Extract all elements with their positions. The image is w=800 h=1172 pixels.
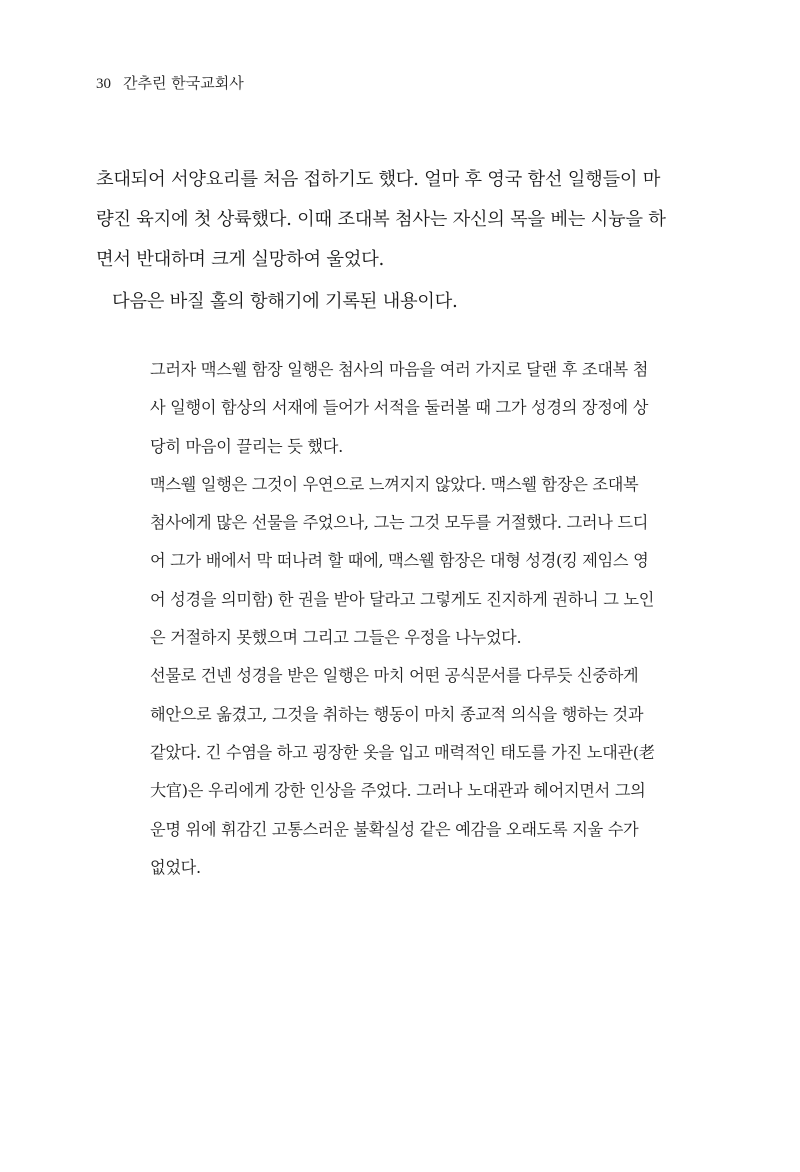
body-line: 면서 반대하며 크게 실망하여 울었다.: [96, 249, 384, 270]
quote-intro: 다음은 바질 홀의 항해기에 기록된 내용이다.: [112, 291, 458, 312]
quote-line: 운명 위에 휘감긴 고통스러운 불확실성 같은 예감을 오래도록 지울 수가: [150, 819, 639, 839]
quote-line: 같았다. 긴 수염을 하고 굉장한 옷을 입고 매력적인 태도를 가진 노대관(老: [150, 742, 655, 762]
quote-line: 맥스웰 일행은 그것이 우연으로 느껴지지 않았다. 맥스웰 함장은 조대복: [150, 474, 639, 494]
quote-line: 어 그가 배에서 막 떠나려 할 때에, 맥스웰 함장은 대형 성경(킹 제임스 영: [150, 551, 649, 571]
quote-line: 그러자 맥스웰 함장 일행은 첨사의 마음을 여러 가지로 달랜 후 조대복 첨: [150, 360, 649, 379]
running-header: [96, 73, 244, 94]
quote-line: 없었다.: [150, 857, 201, 877]
body-paragraph: [96, 160, 700, 322]
quote-line: 사 일행이 함상의 서재에 들어가 서적을 둘러볼 때 그가 성경의 장정에 상: [150, 398, 649, 418]
quote-line: 선물로 건넨 성경을 받은 일행은 마치 어떤 공식문서를 다루듯 신중하게: [150, 666, 639, 686]
quote-line: 大官)은 우리에게 강한 인상을 주었다. 그러나 노대관과 헤어지면서 그의: [150, 781, 646, 801]
book-title: 간추린 한국교회사: [123, 74, 244, 92]
block-quote: [150, 351, 690, 887]
quote-line: 첨사에게 많은 선물을 주었으나, 그는 그것 모두를 거절했다. 그러나 드디: [150, 513, 649, 533]
quote-line: 은 거절하지 못했으며 그리고 그들은 우정을 나누었다.: [150, 628, 522, 648]
quote-line: 해안으로 옮겼고, 그것을 취하는 행동이 마치 종교적 의식을 행하는 것과: [150, 704, 644, 724]
quote-line: 당히 마음이 끌리는 듯 했다.: [150, 436, 343, 456]
body-line: 초대되어 서양요리를 처음 접하기도 했다. 얼마 후 영국 함선 일행들이 마: [96, 169, 661, 190]
quote-line: 어 성경을 의미함) 한 권을 받아 달라고 그렇게도 진지하게 권하니 그 노인: [150, 589, 655, 609]
body-line: 량진 육지에 첫 상륙했다. 이때 조대복 첨사는 자신의 목을 베는 시늉을 하: [96, 209, 666, 230]
page-number: 30: [96, 76, 111, 92]
